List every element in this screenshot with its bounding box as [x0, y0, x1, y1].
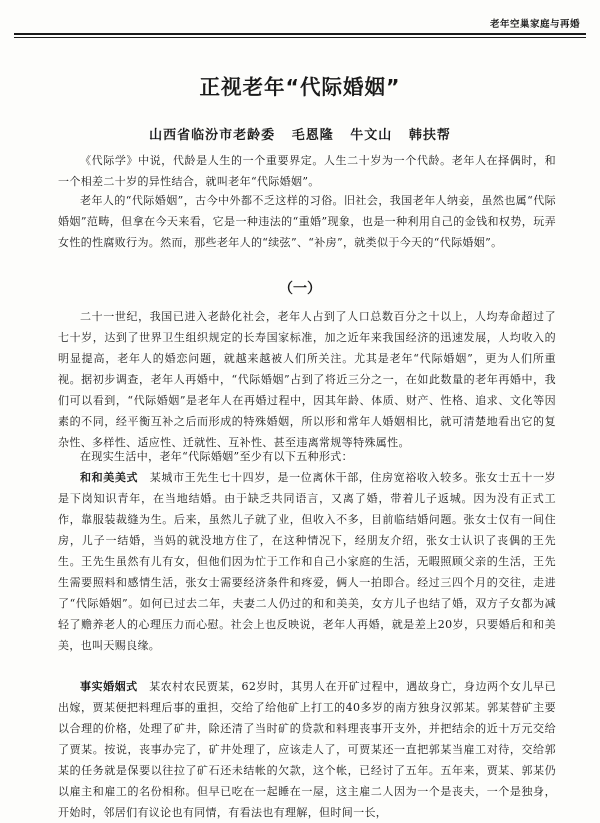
case-text: 某农村农民贾某，62岁时，其男人在开矿过程中，遇故身亡，身边两个女儿早已出嫁，贾某便把料理后事的重担，交给了给他矿上打工的40多岁的南方独身汉郭某。郭某替矿主要以合理的价格，处理了矿井，除还清了当时矿的贷款和料理丧事开支外，并把结余的近十万元交给了贾某。按说，丧事办完了，矿井处理了，应该走人了，可贾某还一直把郭某当雇工对待，交给郭某的任务就是保要以往拉了矿石还未结帐的欠款，这个帐，已经讨了五年。五年来，贾某、郭某仍以雇主和雇工的名份相称。但早已吃在一起睡在一屋，这主雇二人因为一个是丧夫，一个是独身，开始时，邻居们有议论也有同情，有看法也有理解，但时间一长， — [58, 680, 557, 819]
header-rule — [14, 33, 586, 35]
intro-paragraph: 《代际学》中说，代龄是人生的一个重要界定。人生二十岁为一个代龄。老年人在择偶时，和一个相差二十岁的异性结合，就叫老年“代际婚姻”。 — [58, 154, 556, 188]
case-lead: 和和美美式 — [80, 471, 139, 484]
intro-paragraph: 老年人的“代际婚姻”，古今中外都不乏这样的习俗。旧社会，我国老年人纳妾，虽然也属“代际婚姻”范畴，但拿在今天来看，它是一种违法的“重婚”现象，也是一种利用自己的金钱和权势，玩弄女性的性腐败行为。然而，那些老年人的“续弦”、“补房”，就类似于今天的“代际婚姻”。 — [58, 194, 556, 249]
case-paragraph — [58, 467, 556, 656]
author-line: 山西省临汾市老龄委 毛恩隆 牛文山 韩扶帮 — [149, 128, 451, 143]
case-text: 某城市王先生七十四岁，是一位离休干部，住房宽裕收入较多。张女士五十一岁是下岗知识青年，在当地结婚。由于缺乏共同语言，又离了婚，带着儿子返城。因为没有正式工作，靠服装裁缝为生。后来，虽然儿子就了业，但收入不多，目前临结婚问题。张女士仅有一间住房，儿子一结婚，当妈的就没地方住了，在这种情况下，经朋友介绍，张女士认识了丧偶的王先生。王先生虽然有儿有女，但他们因为忙于工作和自己小家庭的生活，无暇照顾父亲的生活，王先生需要照料和感情生活，张女士需要经济条件和疼爱，俩人一拍即合。经过三四个月的交往，走进了“代际婚姻”。如何已过去二年，夫妻二人仍过的和和美美，女方儿子也结了婚，双方子女都为减轻了赡养老人的心理压力而心慰。社会上也反映说，老年人再婚，就是差上20岁，只要婚后和和美美，也叫天赐良缘。 — [58, 471, 557, 652]
body-paragraph: 二十一世纪，我国已进入老龄化社会，老年人占到了人口总数百分之十以上，人均寿命超过了七十岁，达到了世界卫生组织规定的长寿国家标准，加之近年来我国经济的迅速发展，人均收入的明显提高，老年人的婚恋问题，就越来越被人们所关注。尤其是老年“代际婚姻”，更为人们所重视。据初步调查，老年人再婚中，“代际婚姻”占到了将近三分之一，在如此数量的老年再婚中，我们可以看到，“代际婚姻”是老年人在再婚过程中，因其年龄、体质、财产、性格、追求、文化等因素的不同，经平衡互补之后而形成的特殊婚姻，所以形和常年人婚姻相比，就可清楚地看出它的复杂性、多样性、适应性、迁就性、互补性、甚至违离常规等特殊属性。 — [58, 310, 556, 449]
running-header: 老年空巢家庭与再婚 — [489, 19, 580, 30]
case-paragraph — [58, 676, 556, 823]
case-lead: 事实婚姻式 — [80, 680, 138, 693]
section-heading: （一） — [279, 281, 321, 297]
body-paragraph: 在现实生活中，老年“代际婚姻”至少有以下五种形式： — [80, 450, 353, 463]
header-rule-thin — [14, 37, 586, 38]
article-title: 正视老年“代际婚姻” — [199, 75, 401, 99]
